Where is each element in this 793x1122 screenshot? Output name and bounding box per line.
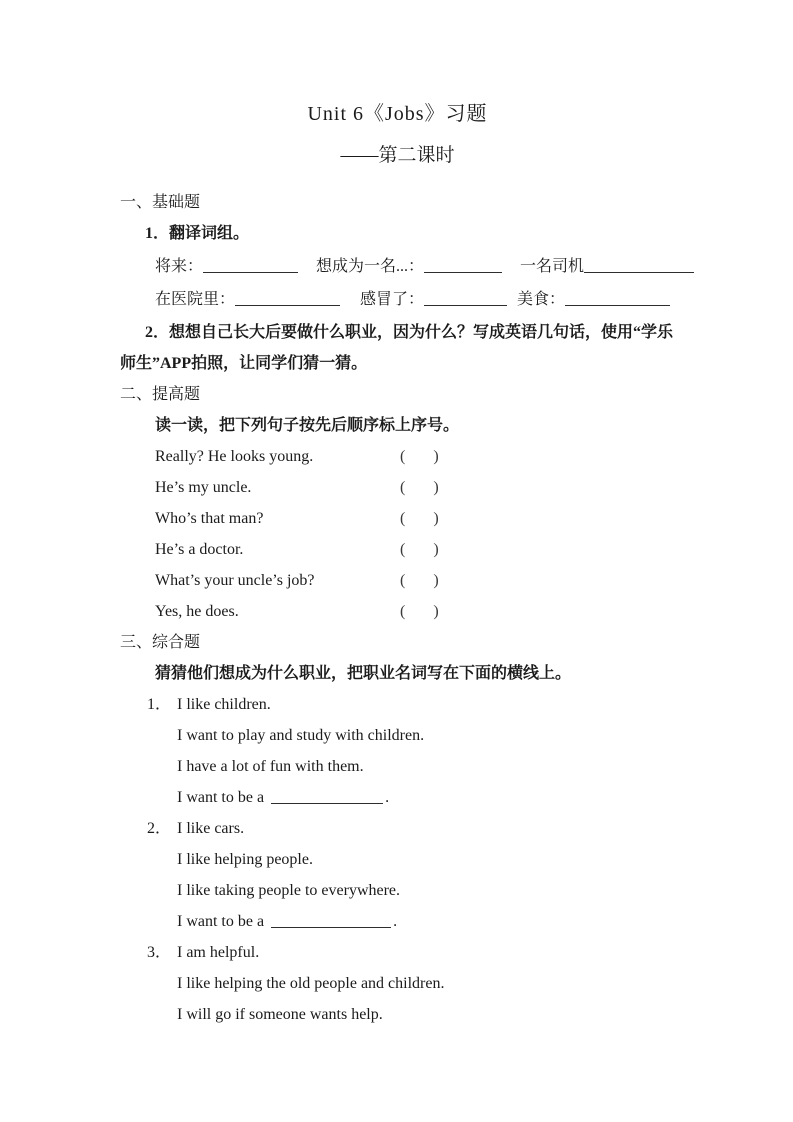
sequence-row xyxy=(120,534,675,565)
sequence-sentence: Really? He looks young. xyxy=(155,448,314,465)
answer-blank-line xyxy=(424,290,507,306)
sequence-sentence: Yes, he does. xyxy=(155,603,239,620)
item-number: 2． xyxy=(147,820,172,837)
q1-instruction: 1．翻译词组。 xyxy=(145,225,250,242)
answer-blank-line xyxy=(271,912,391,928)
fill-suffix: . xyxy=(385,789,390,806)
answer-blank-line xyxy=(271,788,383,804)
paren-close: ) xyxy=(433,510,439,527)
riddle-clue: I will go if someone wants help. xyxy=(177,1006,383,1023)
translation-row-1 xyxy=(120,251,675,282)
sequence-row xyxy=(120,565,675,596)
sequencing-instruction: 读一读，把下列句子按先后顺序标上序号。 xyxy=(155,417,460,434)
blank-label-delicious-food: 美食： xyxy=(517,291,566,308)
sequence-answer-slot xyxy=(400,534,439,565)
fill-prefix: I want to be a xyxy=(177,913,265,930)
sequence-row xyxy=(120,472,675,503)
page-subtitle: ——第二课时 xyxy=(340,145,455,166)
sequence-answer-slot xyxy=(400,503,439,534)
blank-label-in-hospital: 在医院里： xyxy=(155,291,236,308)
sequence-answer-slot xyxy=(400,565,439,596)
item-number: 1． xyxy=(147,696,172,713)
q2-instruction: 2．想想自己长大后要做什么职业，因为什么？写成英语几句话，使用“学乐师生”APP拍照，让同学们猜一猜。 xyxy=(120,324,674,372)
blank-label-want-to-be: 想成为一名...： xyxy=(316,258,425,275)
paren-close: ) xyxy=(433,541,439,558)
riddle-lead-sentence: I am helpful. xyxy=(177,944,260,961)
answer-blank-line xyxy=(584,257,694,273)
blank-label-future: 将来： xyxy=(155,258,204,275)
paren-open: ( xyxy=(400,541,406,558)
riddle-item-head xyxy=(120,937,675,968)
paren-open: ( xyxy=(400,572,406,589)
sequence-row xyxy=(120,503,675,534)
section-heading-comprehensive: 三、综合题 xyxy=(120,634,201,651)
sequence-sentence: What’s your uncle’s job? xyxy=(155,572,315,589)
sequence-sentence: He’s my uncle. xyxy=(155,479,252,496)
sequence-answer-slot xyxy=(400,472,439,503)
riddle-lead-sentence: I like cars. xyxy=(177,820,245,837)
translation-row-2 xyxy=(120,284,675,315)
sequence-sentence: Who’s that man? xyxy=(155,510,264,527)
sequence-answer-slot xyxy=(400,441,439,472)
page-title: Unit 6《Jobs》习题 xyxy=(307,103,488,125)
riddle-item-head xyxy=(120,813,675,844)
item-number: 3． xyxy=(147,944,172,961)
fill-suffix: . xyxy=(393,913,398,930)
riddle-fill-line xyxy=(120,782,675,813)
paren-open: ( xyxy=(400,448,406,465)
paren-close: ) xyxy=(433,479,439,496)
answer-blank-line xyxy=(424,257,502,273)
sequence-row xyxy=(120,596,675,627)
answer-blank-line xyxy=(565,290,670,306)
blank-label-have-a-cold: 感冒了： xyxy=(360,291,425,308)
paren-open: ( xyxy=(400,603,406,620)
riddle-clue: I want to play and study with children. xyxy=(177,727,425,744)
guess-job-instruction: 猜猜他们想成为什么职业，把职业名词写在下面的横线上。 xyxy=(155,665,572,682)
riddle-clue: I like taking people to everywhere. xyxy=(177,882,401,899)
riddle-clue: I like helping people. xyxy=(177,851,313,868)
paren-open: ( xyxy=(400,479,406,496)
sequence-sentence: He’s a doctor. xyxy=(155,541,244,558)
blank-label-a-driver: 一名司机 xyxy=(520,258,585,275)
answer-blank-line xyxy=(235,290,340,306)
riddle-clue: I like helping the old people and children. xyxy=(177,975,445,992)
fill-prefix: I want to be a xyxy=(177,789,265,806)
paren-close: ) xyxy=(433,572,439,589)
riddle-clue: I have a lot of fun with them. xyxy=(177,758,364,775)
paren-close: ) xyxy=(433,603,439,620)
section-heading-basic: 一、基础题 xyxy=(120,194,201,211)
paren-close: ) xyxy=(433,448,439,465)
riddle-lead-sentence: I like children. xyxy=(177,696,271,713)
riddle-fill-line xyxy=(120,906,675,937)
sequence-row xyxy=(120,441,675,472)
riddle-item-head xyxy=(120,689,675,720)
sequence-answer-slot xyxy=(400,596,439,627)
section-heading-improve: 二、提高题 xyxy=(120,386,201,403)
paren-open: ( xyxy=(400,510,406,527)
answer-blank-line xyxy=(203,257,298,273)
